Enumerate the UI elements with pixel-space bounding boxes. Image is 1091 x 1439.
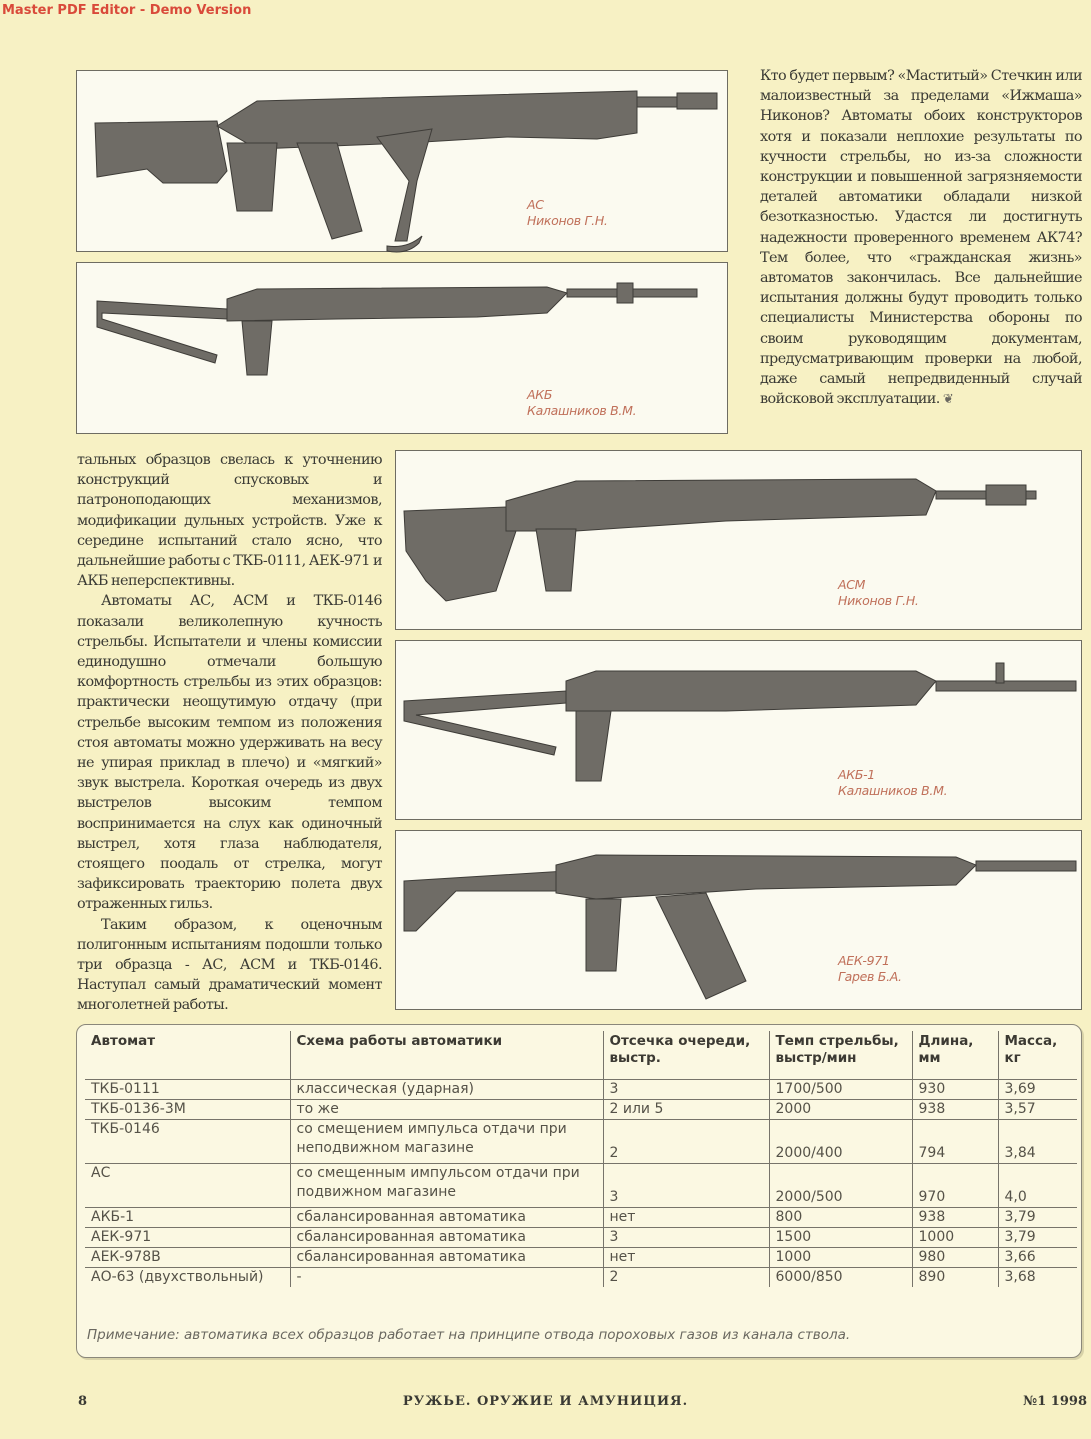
- cell-mass: 3,79: [998, 1208, 1077, 1228]
- cell-length: 938: [912, 1100, 998, 1120]
- cell-scheme: сбалансированная автоматика: [290, 1228, 603, 1248]
- cell-mass: 3,79: [998, 1228, 1077, 1248]
- table-header-row: [85, 1031, 1077, 1080]
- app-title: Master PDF Editor - Demo Version: [2, 3, 252, 18]
- photo-caption-author: Никонов Г.Н.: [838, 593, 919, 608]
- photo-caption-model: АСМ: [838, 577, 866, 592]
- cell-length: 890: [912, 1268, 998, 1288]
- journal-title: РУЖЬЕ. ОРУЖИЕ И АМУНИЦИЯ.: [402, 1394, 689, 1409]
- article-paragraph: Таким образом, к оценочным полигонным испытаниям подошли только три образца - АС, АСМ и ТКБ-0146. Наступал самый драматический момент многолетней работы.: [77, 916, 382, 1014]
- cell-burst: 2: [603, 1120, 769, 1164]
- rifle-illustration: [77, 71, 729, 253]
- article-text-right: [760, 66, 1082, 410]
- rifle-illustration: [396, 831, 1083, 1011]
- end-ornament-icon: ❦: [942, 392, 954, 408]
- cell-model: АО-63 (двухствольный): [85, 1268, 290, 1288]
- cell-mass: 3,66: [998, 1248, 1077, 1268]
- cell-burst: 3: [603, 1228, 769, 1248]
- cell-scheme: классическая (ударная): [290, 1080, 603, 1100]
- cell-rate: 2000/500: [769, 1164, 912, 1208]
- cell-burst: нет: [603, 1208, 769, 1228]
- photo-caption-model: АКБ: [527, 387, 553, 402]
- photo-akb: [76, 262, 728, 434]
- cell-mass: 3,57: [998, 1100, 1077, 1120]
- column-header: Отсечка очереди, выстр.: [603, 1031, 769, 1080]
- cell-length: 970: [912, 1164, 998, 1208]
- table-row: [85, 1120, 1077, 1164]
- specs-table: [85, 1031, 1077, 1287]
- cell-scheme: со смещением импульса отдачи при неподвижном магазине: [290, 1120, 603, 1164]
- column-header: Темп стрельбы, выстр/мин: [769, 1031, 912, 1080]
- photo-as: [76, 70, 728, 252]
- cell-rate: 6000/850: [769, 1268, 912, 1288]
- cell-scheme: сбалансированная автоматика: [290, 1208, 603, 1228]
- cell-scheme: то же: [290, 1100, 603, 1120]
- photo-aek-971: [395, 830, 1082, 1010]
- cell-scheme: со смещенным импульсом отдачи при подвижном магазине: [290, 1164, 603, 1208]
- cell-rate: 1500: [769, 1228, 912, 1248]
- article-paragraph: Автоматы АС, АСМ и ТКБ-0146 показали великолепную кучность стрельбы. Испытатели и члены комиссии единодушно отмечали большую комфортность стрельбы из этих образцов: практически неощутимую отдачу (при стрельбе высоким темпом из положения стоя автоматы можно удерживать на весу не упирая приклад в плечо) и «мягкий» звук выстрела. Короткая очередь из двух выстрелов высоким темпом воспринимается на слух как одиночный выстрел, хотя глаза наблюдателя, стоящего поодаль от стрелка, могут зафиксировать траекторию полета двух отраженных гильз.: [77, 593, 382, 913]
- cell-model: АЕК-978В: [85, 1248, 290, 1268]
- cell-mass: 3,84: [998, 1120, 1077, 1164]
- cell-rate: 2000: [769, 1100, 912, 1120]
- cell-model: ТКБ-0111: [85, 1080, 290, 1100]
- photo-caption-author: Калашников В.М.: [527, 403, 637, 418]
- cell-mass: 3,68: [998, 1268, 1077, 1288]
- photo-caption-author: Никонов Г.Н.: [527, 213, 608, 228]
- photo-caption-model: АЕК-971: [838, 953, 890, 968]
- cell-burst: 3: [603, 1080, 769, 1100]
- cell-burst: 3: [603, 1164, 769, 1208]
- table-row: [85, 1228, 1077, 1248]
- table-note: Примечание: автоматика всех образцов работает на принципе отвода пороховых газов из канала ствола.: [87, 1327, 851, 1343]
- cell-mass: 4,0: [998, 1164, 1077, 1208]
- cell-rate: 1700/500: [769, 1080, 912, 1100]
- table-row: [85, 1100, 1077, 1120]
- column-header: Схема работы автоматики: [290, 1031, 603, 1080]
- rifle-illustration: [396, 451, 1083, 631]
- cell-rate: 1000: [769, 1248, 912, 1268]
- photo-asm: [395, 450, 1082, 630]
- photo-caption-author: Гарев Б.А.: [838, 969, 902, 984]
- cell-model: ТКБ-0136-3М: [85, 1100, 290, 1120]
- cell-model: АЕК-971: [85, 1228, 290, 1248]
- column-header: Длина, мм: [912, 1031, 998, 1080]
- photo-caption-model: АКБ-1: [838, 767, 875, 782]
- article-text-left: [77, 450, 382, 1016]
- cell-scheme: -: [290, 1268, 603, 1288]
- cell-scheme: сбалансированная автоматика: [290, 1248, 603, 1268]
- issue-number: №1 1998: [1023, 1394, 1087, 1409]
- cell-model: АС: [85, 1164, 290, 1208]
- article-paragraph: тальных образцов свелась к уточнению конструкций спусковых и патроноподающих механизмов, модификации дульных устройств. Уже к середине испытаний стало ясно, что дальнейшие работы с ТКБ-0111, АЕК-971 и АКБ неперспективны.: [77, 452, 382, 590]
- table-row: [85, 1248, 1077, 1268]
- cell-rate: 800: [769, 1208, 912, 1228]
- cell-length: 794: [912, 1120, 998, 1164]
- cell-burst: нет: [603, 1248, 769, 1268]
- cell-model: ТКБ-0146: [85, 1120, 290, 1164]
- photo-caption-model: АС: [527, 197, 544, 212]
- column-header: Масса, кг: [998, 1031, 1077, 1080]
- cell-length: 1000: [912, 1228, 998, 1248]
- page-number: 8: [78, 1394, 88, 1409]
- cell-mass: 3,69: [998, 1080, 1077, 1100]
- photo-akb-1: [395, 640, 1082, 820]
- article-paragraph: Кто будет первым? «Маститый» Стечкин или малоизвестный за пределами «Ижмаша» Никонов? Автоматы обоих конструкторов хотя и показали неплохие результаты по кучности стрельбы, но из-за сложности конструкции и повышенной загрязняемости деталей автоматики обладали низкой безотказностью. Удастся ли достигнуть надежности проверенного временем АК74? Тем более, что «гражданская жизнь» автоматов закончилась. Все дальнейшие испытания должны будут проводить только специалисты Министерства обороны по своим руководящим документам, предусматривающим проверки на любой, даже самый непредвиденный случай войсковой эксплуатации. ❦: [760, 68, 1082, 408]
- cell-burst: 2: [603, 1268, 769, 1288]
- column-header: Автомат: [91, 1033, 156, 1049]
- specs-table-box: [76, 1024, 1082, 1358]
- cell-length: 938: [912, 1208, 998, 1228]
- rifle-illustration: [396, 641, 1083, 821]
- cell-length: 930: [912, 1080, 998, 1100]
- cell-burst: 2 или 5: [603, 1100, 769, 1120]
- table-row: [85, 1268, 1077, 1288]
- photo-caption-author: Калашников В.М.: [838, 783, 948, 798]
- cell-length: 980: [912, 1248, 998, 1268]
- table-row: [85, 1080, 1077, 1100]
- cell-rate: 2000/400: [769, 1120, 912, 1164]
- table-row: [85, 1164, 1077, 1208]
- cell-model: АКБ-1: [85, 1208, 290, 1228]
- table-row: [85, 1208, 1077, 1228]
